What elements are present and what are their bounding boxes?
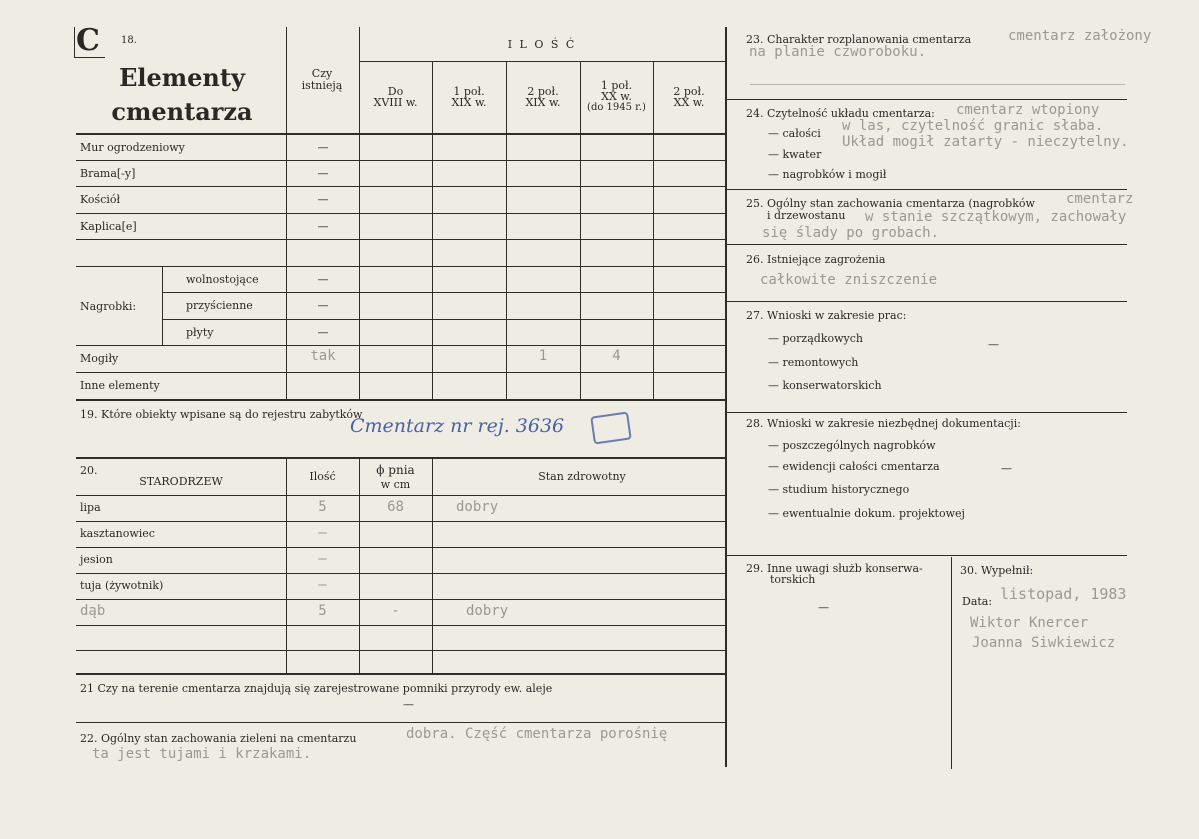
grid-line bbox=[653, 62, 654, 399]
s20-col-pnia-unit: w cm bbox=[380, 478, 411, 491]
s30-name: Joanna Siwkiewicz bbox=[972, 635, 1116, 651]
row-label: Inne elementy bbox=[80, 379, 160, 392]
typed-rule bbox=[750, 84, 1125, 85]
s28-item: — ewentualnie dokum. projektowej bbox=[768, 507, 965, 520]
period-header: 2 poł. bbox=[527, 85, 559, 98]
tree-diameter: 68 bbox=[387, 499, 404, 515]
grid-line bbox=[76, 133, 725, 135]
row-exists: — bbox=[317, 193, 329, 206]
section-letter: C bbox=[76, 23, 100, 58]
s22-label: 22. Ogólny stan zachowania zieleni na cmentarzu bbox=[80, 732, 357, 745]
s24-label: 24. Czytelność układu cmentarza: bbox=[746, 107, 935, 120]
s23-typed: na planie czworoboku. bbox=[749, 44, 927, 60]
row-label: Brama[-y] bbox=[80, 167, 136, 180]
row-exists: — bbox=[317, 220, 329, 233]
s25-label: i drzewostanu bbox=[767, 209, 846, 222]
s20-title: STARODRZEW bbox=[139, 475, 223, 488]
s27-answer: — bbox=[988, 338, 999, 351]
mogily-exists: tak bbox=[310, 348, 336, 364]
tree-diameter: - bbox=[391, 603, 400, 619]
s26-typed: całkowite zniszczenie bbox=[760, 272, 938, 288]
s26-label: 26. Istniejące zagrożenia bbox=[746, 253, 886, 266]
s20-col-ilosc: Ilość bbox=[309, 470, 336, 483]
s29-label: torskich bbox=[770, 573, 816, 586]
col-header-exists: Czy istnieją bbox=[301, 67, 343, 92]
row-label: Kaplica[e] bbox=[80, 220, 137, 233]
nagrobki-label: Nagrobki: bbox=[80, 300, 137, 313]
grid-line bbox=[76, 673, 725, 675]
s23-label: 23. Charakter rozplanowania cmentarza bbox=[746, 33, 972, 46]
period-header: XVIII w. bbox=[373, 96, 418, 109]
s19-handwriting: Cmentarz nr rej. 3636 bbox=[350, 415, 565, 437]
grid-line bbox=[727, 412, 1127, 413]
grid-line bbox=[727, 99, 1127, 100]
s20-number: 20. bbox=[80, 464, 98, 477]
grid-line bbox=[432, 459, 433, 673]
grid-line bbox=[76, 547, 725, 548]
row-exists: — bbox=[317, 326, 329, 339]
s22-typed: ta jest tujami i krzakami. bbox=[92, 746, 312, 762]
grid-line bbox=[359, 61, 725, 62]
s30-name: Wiktor Knercer bbox=[970, 615, 1089, 631]
tree-state: dobry bbox=[466, 603, 509, 619]
s22-typed: dobra. Część cmentarza porośnię bbox=[406, 726, 668, 742]
grid-line bbox=[76, 345, 725, 346]
period-header: XIX w. bbox=[525, 96, 561, 109]
row-exists: — bbox=[317, 141, 329, 154]
s24-typed: cmentarz wtopiony bbox=[956, 102, 1100, 118]
tree-name: kasztanowiec bbox=[80, 527, 155, 540]
grid-line bbox=[76, 457, 725, 459]
nagrobki-row-label: płyty bbox=[186, 326, 214, 339]
s25-label: 25. Ogólny stan zachowania cmentarza (nagrobków bbox=[746, 197, 1035, 210]
s24-item: — nagrobków i mogił bbox=[768, 168, 887, 181]
period-header: XIX w. bbox=[451, 96, 487, 109]
col-header-ilosc: I L O Ś Ć bbox=[507, 38, 577, 51]
section-number: 18. bbox=[121, 35, 137, 46]
grid-line bbox=[727, 301, 1127, 302]
s25-typed: cmentarz bbox=[1066, 191, 1134, 207]
grid-line bbox=[76, 186, 725, 187]
period-header: (do 1945 r.) bbox=[587, 102, 646, 113]
row-exists: — bbox=[317, 273, 329, 286]
s27-item: — remontowych bbox=[768, 356, 859, 369]
grid-line bbox=[162, 292, 725, 293]
page-title: cmentarza bbox=[111, 97, 253, 126]
grid-line bbox=[727, 555, 1127, 556]
period-header: XX w. bbox=[601, 90, 632, 103]
tree-name: jesion bbox=[80, 553, 113, 566]
tree-name: tuja (żywotnik) bbox=[80, 579, 164, 592]
tree-name: dąb bbox=[80, 603, 106, 619]
s21-answer: — bbox=[403, 698, 414, 711]
mogily-quantity: 4 bbox=[612, 348, 621, 364]
s24-item: — całości bbox=[768, 127, 821, 140]
grid-line bbox=[76, 625, 725, 626]
nagrobki-row-label: przyścienne bbox=[186, 299, 253, 312]
grid-line bbox=[76, 160, 725, 161]
period-header: 2 poł. bbox=[673, 85, 705, 98]
s21-label: 21 Czy na terenie cmentarza znajdują się zarejestrowane pomniki przyrody ew. aleje bbox=[80, 682, 553, 695]
period-header: 1 poł. bbox=[600, 79, 633, 92]
page-title: Elementy bbox=[119, 63, 245, 92]
s30-label: 30. Wypełnił: bbox=[960, 564, 1034, 577]
grid-line bbox=[76, 213, 725, 214]
grid-line bbox=[725, 27, 727, 767]
s24-typed: w las, czytelność granic słaba. bbox=[842, 118, 1104, 134]
s20-col-stan: Stan zdrowotny bbox=[538, 470, 626, 483]
s27-item: — konserwatorskich bbox=[768, 379, 882, 392]
grid-line bbox=[432, 62, 433, 399]
s25-typed: się ślady po grobach. bbox=[762, 225, 940, 241]
grid-line bbox=[162, 267, 163, 346]
tree-count: 5 bbox=[318, 603, 327, 619]
period-header: XX w. bbox=[673, 96, 705, 109]
row-exists: — bbox=[317, 299, 329, 312]
grid-line bbox=[76, 573, 725, 574]
grid-line bbox=[727, 189, 1127, 190]
grid-line bbox=[76, 521, 725, 522]
grid-line bbox=[76, 372, 725, 373]
s29-label: 29. Inne uwagi służb konserwa- bbox=[746, 562, 923, 575]
tree-count: 5 bbox=[318, 499, 327, 515]
s24-item: — kwater bbox=[768, 148, 822, 161]
s19-label: 19. Które obiekty wpisane są do rejestru zabytków bbox=[80, 408, 363, 421]
grid-line bbox=[76, 399, 725, 401]
s23-typed: cmentarz założony bbox=[1008, 28, 1152, 44]
row-label: Kościół bbox=[80, 193, 121, 206]
tree-count: — bbox=[318, 551, 327, 567]
row-exists: — bbox=[317, 167, 329, 180]
mogily-quantity: 1 bbox=[538, 348, 548, 364]
strike-mark bbox=[590, 411, 632, 444]
s25-typed: w stanie szczątkowym, zachowały bbox=[865, 209, 1127, 225]
s28-item: — poszczególnych nagrobków bbox=[768, 439, 936, 452]
tree-state: dobry bbox=[456, 499, 499, 515]
period-header: 1 poł. bbox=[453, 85, 485, 98]
s30-date: listopad, 1983 bbox=[1000, 585, 1127, 603]
tree-name: lipa bbox=[80, 501, 101, 514]
row-label: Mogiły bbox=[80, 352, 119, 365]
grid-line bbox=[76, 495, 725, 496]
s27-item: — porządkowych bbox=[768, 332, 863, 345]
grid-line bbox=[727, 244, 1127, 245]
grid-line bbox=[162, 319, 725, 320]
grid-line bbox=[76, 599, 725, 600]
grid-line bbox=[951, 557, 952, 769]
grid-line bbox=[359, 459, 360, 673]
grid-line bbox=[76, 650, 725, 651]
s28-item: — studium historycznego bbox=[768, 483, 910, 496]
s28-label: 28. Wnioski w zakresie niezbędnej dokumentacji: bbox=[746, 417, 1021, 430]
row-label: Mur ogrodzeniowy bbox=[80, 141, 185, 154]
nagrobki-row-label: wolnostojące bbox=[186, 273, 259, 286]
s29-answer: — bbox=[818, 601, 829, 614]
tree-count: — bbox=[318, 577, 327, 593]
s28-item: — ewidencji całości cmentarza bbox=[768, 460, 940, 473]
s24-typed: Układ mogił zatarty - nieczytelny. bbox=[842, 134, 1129, 150]
s27-label: 27. Wnioski w zakresie prac: bbox=[746, 309, 907, 322]
grid-line bbox=[76, 266, 725, 267]
s20-col-pnia: ϕ pnia bbox=[376, 463, 415, 477]
s30-date-label: Data: bbox=[962, 595, 993, 608]
period-header: Do bbox=[387, 85, 404, 98]
s28-answer: — bbox=[1001, 462, 1012, 475]
tree-count: — bbox=[318, 525, 327, 541]
grid-line bbox=[76, 722, 725, 723]
grid-line bbox=[76, 239, 725, 240]
